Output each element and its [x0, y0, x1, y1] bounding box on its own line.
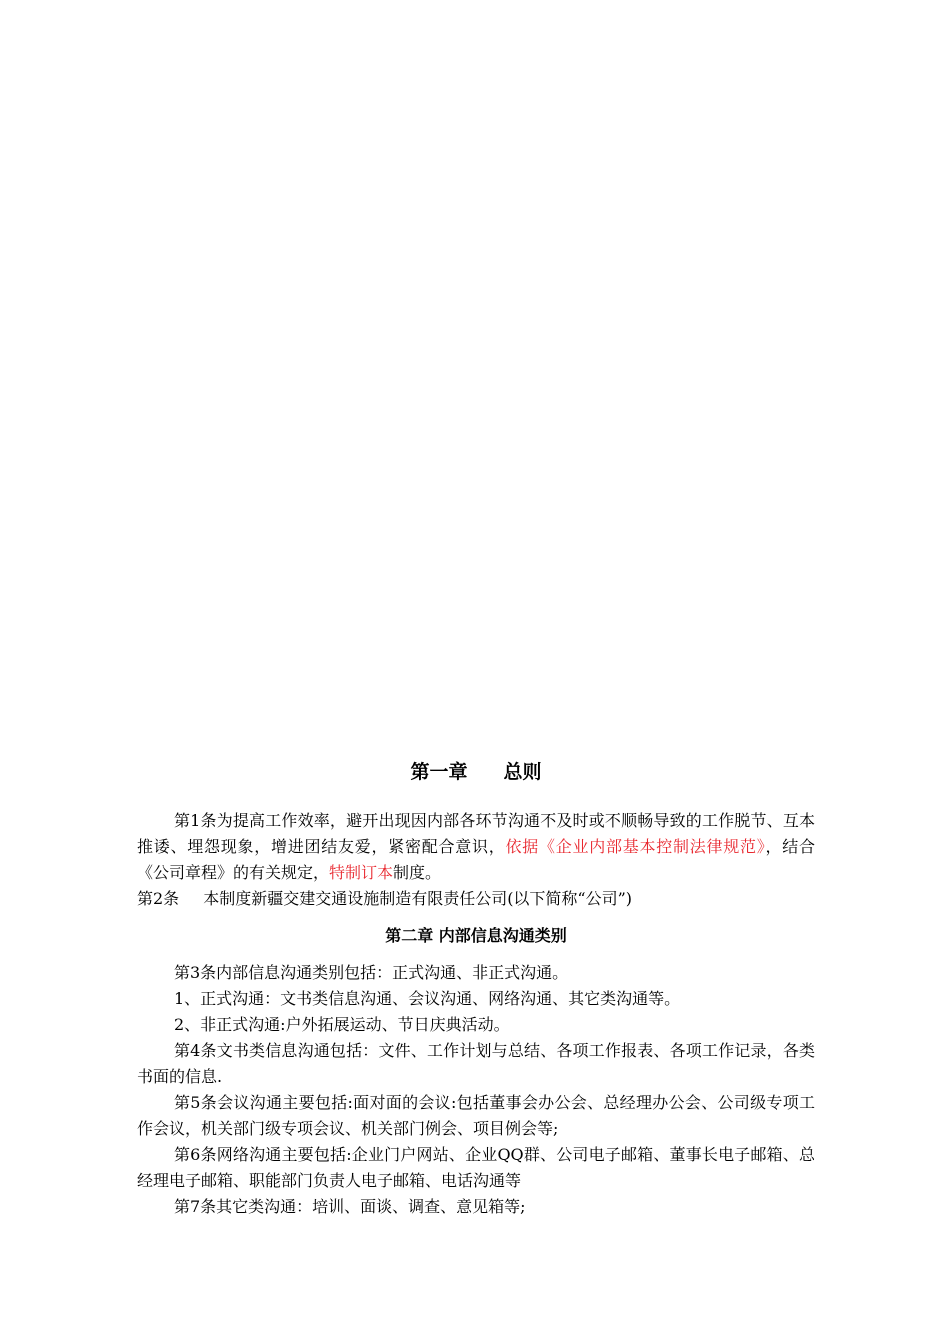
- article-2-text: 本制度新疆交建交通设施制造有限责任公司(以下简称“公司”): [203, 889, 633, 908]
- article-3: 第3条内部信息沟通类别包括：正式沟通、非正式沟通。: [174, 963, 569, 982]
- article-4: 第4条文书类信息沟通包括：文件、工作计划与总结、各项工作报表、各项工作记录，各类书面的信息.: [137, 1041, 815, 1086]
- chapter-1-title: [137, 758, 815, 786]
- article-1: [137, 808, 815, 886]
- article-1-text-b: ，结合《公司章程》的有关规定，: [137, 837, 815, 882]
- article-7: 第7条其它类沟通：培训、面谈、调查、意见箱等;: [174, 1197, 526, 1216]
- article-1-highlight-enact: 特制订本: [329, 863, 394, 882]
- article-6: 第6条网络沟通主要包括:企业门户网站、企业QQ群、公司电子邮箱、董事长电子邮箱、总经理电子邮箱、职能部门负责人电子邮箱、电话沟通等: [137, 1145, 815, 1190]
- article-5: 第5条会议沟通主要包括:面对面的会议:包括董事会办公会、总经理办公会、公司级专项工作会议，机关部门级专项会议、机关部门例会、项目例会等;: [137, 1093, 815, 1138]
- article-2-label: 第2条: [137, 889, 180, 908]
- informal-communication-item: 2、非正式沟通:户外拓展运动、节日庆典活动。: [174, 1015, 510, 1034]
- article-1-text-a: 第1条为提高工作效率，避开出现因内部各环节沟通不及时或不顺畅导致的工作脱节、互本推诿、埋怨现象，增进团结友爱，紧密配合意识，: [137, 811, 815, 856]
- article-1-text-c: 制度。: [393, 863, 442, 882]
- article-1-highlight-basis: 依据《企业内部基本控制法律规范》: [505, 837, 766, 856]
- article-2: [137, 886, 815, 912]
- formal-communication-item: 1、正式沟通：文书类信息沟通、会议沟通、网络沟通、其它类沟通等。: [174, 989, 681, 1008]
- document-content: [137, 758, 815, 1220]
- chapter-1-number: 第一章: [410, 761, 468, 783]
- chapter-1-name: 总则: [503, 761, 542, 783]
- chapter-2-title: 第二章 内部信息沟通类别: [385, 926, 567, 945]
